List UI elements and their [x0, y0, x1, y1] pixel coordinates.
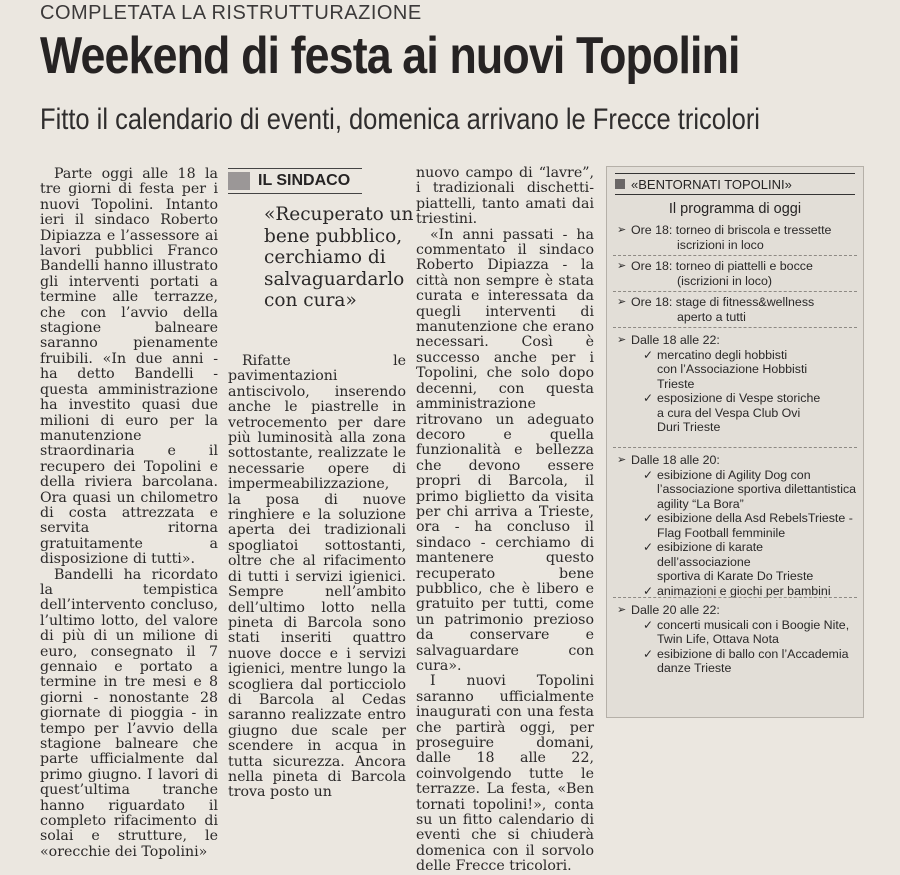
entry-text: l’associazione sportiva dilettantistica [657, 482, 857, 496]
pull-quote: «Recuperato un bene pubblico, cerchiamo di salvaguardarlo con cura» [264, 204, 414, 311]
program-entry [613, 295, 859, 324]
entry-text: esibizione di ballo con l’Accademia [657, 646, 849, 661]
entry-text: iscrizioni in loco [677, 237, 764, 252]
article-column-3 [416, 166, 594, 875]
checkmark-icon: ✓ [643, 646, 654, 661]
entry-text: con l’Associazione Hobbisti [657, 362, 808, 376]
arrow-right-icon: ➢ [617, 334, 627, 346]
entry-text: esibizione di karate dell’associazione [657, 540, 764, 569]
entry-text: concerti musicali con i Boogie Nite, [657, 617, 850, 632]
arrow-right-icon: ➢ [617, 296, 627, 308]
program-entry [613, 603, 859, 676]
checkmark-icon: ✓ [643, 391, 654, 405]
kicker: COMPLETATA LA RISTRUTTURAZIONE [40, 2, 422, 24]
divider [613, 327, 857, 328]
entry-text: torneo di piattelli e bocce [675, 259, 813, 273]
headline: Weekend di festa ai nuovi Topolini [40, 27, 740, 85]
checkmark-icon: ✓ [643, 540, 654, 554]
entry-text: a cura del Vespa Club Ovi [657, 405, 801, 420]
checkmark-icon: ✓ [643, 617, 654, 632]
program-entry [613, 223, 859, 252]
entry-text: stage di fitness&wellness [675, 295, 815, 309]
entry-text: agility “La Bora” [657, 496, 744, 511]
entry-time: Ore 18: [631, 295, 673, 309]
square-bullet-icon [228, 172, 250, 190]
square-bullet-icon [615, 179, 625, 189]
paragraph: «In anni passati - ha commentato il sindaco Roberto Dipiazza - la città non sempre è stata curata e interessata da quegli interventi di manutenzione che erano necessari. Così è successo anche per i Topolini, che solo dopo decenni, con questa amministrazione ritrovano un adeguato decoro e quella funzionalità e bellezza che devono essere propri di Barcola, il primo biglietto da visita per chi arriva a Trieste, ora - ha concluso il sindaco - cerchiamo di mantenere questo recuperato bene pubblico, che è libero e gratuito per tutti, come un patrimonio prezioso da conservare e salvaguardare con cura». [416, 226, 594, 674]
checkmark-icon: ✓ [643, 347, 654, 362]
checkmark-icon: ✓ [643, 467, 654, 482]
divider [613, 447, 857, 448]
entry-text: (iscrizioni in loco) [677, 273, 773, 288]
entry-text: esibizione della Asd RebelsTrieste - [657, 511, 853, 525]
program-entry [613, 259, 859, 288]
divider [613, 291, 857, 292]
program-box-title: «BENTORNATI TOPOLINI» [631, 176, 792, 192]
arrow-right-icon: ➢ [617, 454, 627, 466]
entry-text: animazioni e giochi per bambini [657, 583, 831, 598]
program-subtitle: Il programma di oggi [668, 201, 802, 217]
entry-text: Trieste [657, 376, 695, 391]
arrow-right-icon: ➢ [617, 260, 627, 272]
entry-text: sportiva di Karate Do Trieste [657, 569, 814, 583]
paragraph: I nuovi Topolini saranno ufficialmente inaugurati con una festa che partirà oggi, per proseguire domani, dalle 18 alle 22, coinvolgendo tutte le terrazze. La festa, «Ben tornati topolini!», conta su un fitto calendario di eventi che si chiuderà domenica con il sorvolo delle Frecce tricolori. [416, 673, 594, 875]
subheadline: Fitto il calendario di eventi, domenica arrivano le Frecce tricolori [40, 103, 760, 136]
entry-text: esposizione di Vespe storiche [657, 391, 821, 405]
program-entry [613, 333, 859, 435]
entry-text: danze Trieste [657, 661, 732, 675]
sidebar-label: IL SINDACO [258, 172, 351, 189]
divider [613, 255, 857, 256]
entry-text: Twin Life, Ottava Nota [657, 632, 779, 646]
arrow-right-icon: ➢ [617, 224, 627, 236]
paragraph: Rifatte le pavimentazioni antiscivolo, inserendo anche le piastrelle in vetrocemento per dare più luminosità alla zona sottostante, realizzate le necessarie opere di impermeabilizzazione, la posa di nuove ringhiere e la soluzione aperta dei tradizionali spogliatoi sottostanti, oltre che al rifacimento di tutti i servizi igienici. Sempre nell’ambito dell’ultimo lotto nella pineta di Barcola sono stati inseriti quattro nuove docce e i servizi igienici, mentre lungo la scogliera dal porticciolo di Barcola al Cedas saranno realizzate entro giugno due scale per scendere in acqua in tutta sicurezza. Ancora nella pineta di Barcola trova posto un [228, 353, 406, 801]
entry-time: Ore 18: [631, 223, 673, 237]
entry-time: Ore 18: [631, 259, 673, 273]
article-column-1 [40, 167, 218, 860]
entry-time: Dalle 20 alle 22: [631, 603, 720, 617]
paragraph: nuovo campo di “lavre”, i tradizionali dischetti-piattelli, tanto amati dai triestini. [416, 165, 594, 228]
program-box-header [615, 173, 855, 195]
article-column-2 [228, 354, 406, 801]
paragraph: Parte oggi alle 18 la tre giorni di festa per i nuovi Topolini. Intanto ieri il sindaco Roberto Dipiazza e l’assessore ai lavori pubblici Franco Bandelli hanno illustrato gli interventi portati a termine alle terrazze, che con l’avvio della stagione balneare saranno pienamente fruibili. «In due anni - ha detto Bandelli - questa amministrazione ha investito quasi due milioni di euro per la manutenzione straordinaria e il recupero dei Topolini e della riviera barcolana. Ora quasi un chilometro di costa attrezzata e servita ritorna gratuitamente a disposizione di tutti». [40, 166, 218, 568]
sindaco-label-bar [228, 168, 362, 194]
entry-text: Flag Football femminile [657, 525, 786, 540]
entry-text: Duri Trieste [657, 420, 721, 434]
entry-text: mercatino degli hobbisti [657, 347, 788, 362]
entry-text: torneo di briscola e tressette [675, 223, 832, 237]
entry-text: aperto a tutti [677, 309, 746, 324]
checkmark-icon: ✓ [643, 583, 654, 598]
arrow-right-icon: ➢ [617, 604, 627, 616]
entry-time: Dalle 18 alle 20: [631, 453, 720, 467]
paragraph: Bandelli ha ricordato la tempistica dell’intervento concluso, l’ultimo lotto, del valore di più di un milione di euro, consegnato il 7 gennaio e portato a termine in tre mesi e 8 giorni - nonostante 28 giornate di pioggia - in tempo per l’avvio della stagione balneare che parte ufficialmente dal primo giugno. I lavori di quest’ultima tranche hanno riguardato il completo rifacimento di solai e strutture, le «orecchie dei Topolini» [40, 566, 218, 860]
checkmark-icon: ✓ [643, 511, 654, 525]
entry-text: esibizione di Agility Dog con [657, 467, 811, 482]
program-box [606, 166, 864, 718]
entry-time: Dalle 18 alle 22: [631, 333, 720, 347]
program-entry [613, 453, 859, 598]
divider [613, 597, 857, 598]
